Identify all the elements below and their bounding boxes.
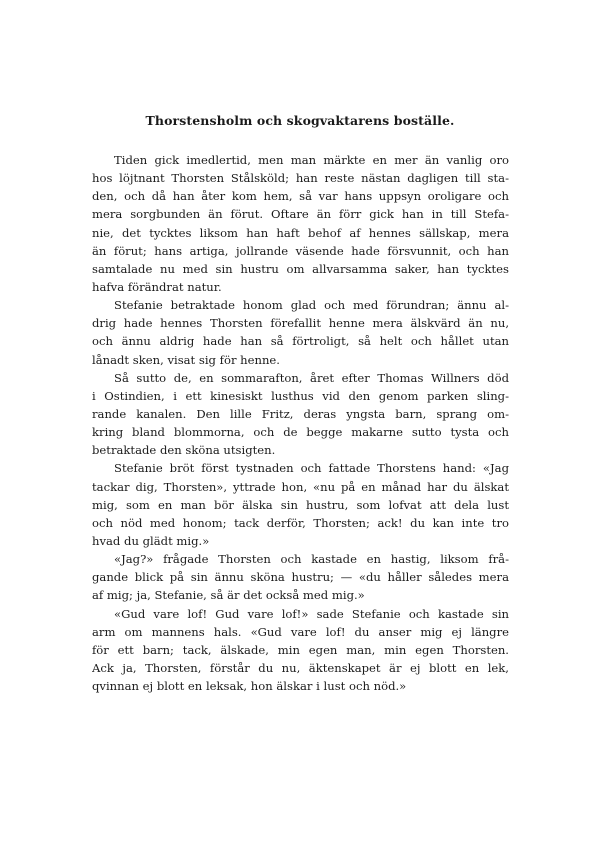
body-text — [92, 151, 509, 695]
text-line: mera sorgbunden än förut. Oftare än förr gick han in till Stefa- — [92, 207, 509, 222]
text-line: hos löjtnant Thorsten Stålsköld; han reste nästan dagligen till sta- — [92, 171, 509, 186]
text-line: Stefanie betraktade honom glad och med förundran; ännu al- — [114, 298, 509, 313]
text-line: betraktade den sköna utsigten. — [92, 443, 276, 458]
text-line: samtalade nu med sin hustru om allvarsamma saker, han tycktes — [92, 261, 509, 276]
text-line: rande kanalen. Den lille Fritz, deras yngsta barn, sprang om- — [92, 406, 509, 421]
text-line: och ännu aldrig hade han så förtroligt, så helt och hållet utan — [92, 334, 509, 349]
text-line: Ack ja, Thorsten, förstår du nu, äktenskapet är ej blott en lek, — [92, 660, 509, 675]
text-line: i Ostindien, i ett kinesiskt lusthus vid den genom parken sling- — [92, 388, 509, 403]
text-line: kring bland blommorna, och de begge makarne sutto tysta och — [92, 425, 509, 440]
chapter-title: Thorstensholm och skogvaktarens boställe. — [145, 113, 455, 128]
text-line: Tiden gick imedlertid, men man märkte en mer än vanlig oro — [114, 153, 509, 167]
text-line: den, och då han åter kom hem, så var hans uppsyn oroligare och — [92, 189, 509, 204]
text-line: för ett barn; tack, älskade, min egen man, min egen Thorsten. — [92, 642, 509, 657]
text-line: tackar dig, Thorsten», yttrade hon, «nu på en månad har du älskat — [92, 479, 509, 494]
text-line: drig hade hennes Thorsten förefallit henne mera älskvärd än nu, — [92, 316, 509, 331]
text-line: «Gud vare lof! Gud vare lof!» sade Stefanie och kastade sin — [114, 606, 509, 621]
text-line: hafva förändrat natur. — [92, 279, 222, 294]
text-line: Så sutto de, en sommarafton, året efter Thomas Willners död — [114, 370, 509, 385]
text-line: mig, som en man bör älska sin hustru, som lofvat att dela lust — [92, 497, 509, 512]
text-line: och nöd med honom; tack derför, Thorsten; ack! du kan inte tro — [92, 515, 509, 530]
text-line: lånadt sken, visat sig för henne. — [92, 352, 280, 367]
text-line: «Jag?» frågade Thorsten och kastade en hastig, liksom frå- — [114, 552, 509, 567]
text-line: arm om mannens hals. «Gud vare lof! du anser mig ej längre — [92, 624, 509, 639]
text-line: än förut; hans artiga, jollrande väsende hade försvunnit, och han — [92, 243, 509, 258]
text-line: qvinnan ej blott en leksak, hon älskar i lust och nöd.» — [92, 679, 407, 694]
text-line: nie, det tycktes liksom han haft behof af hennes sällskap, mera — [92, 225, 509, 240]
text-line: Stefanie bröt först tystnaden och fattade Thorstens hand: «Jag — [114, 461, 509, 476]
text-line: gande blick på sin ännu sköna hustru; — «du håller således mera — [92, 570, 509, 585]
text-line: af mig; ja, Stefanie, så är det också med mig.» — [92, 588, 365, 603]
text-line: hvad du glädt mig.» — [92, 533, 210, 548]
